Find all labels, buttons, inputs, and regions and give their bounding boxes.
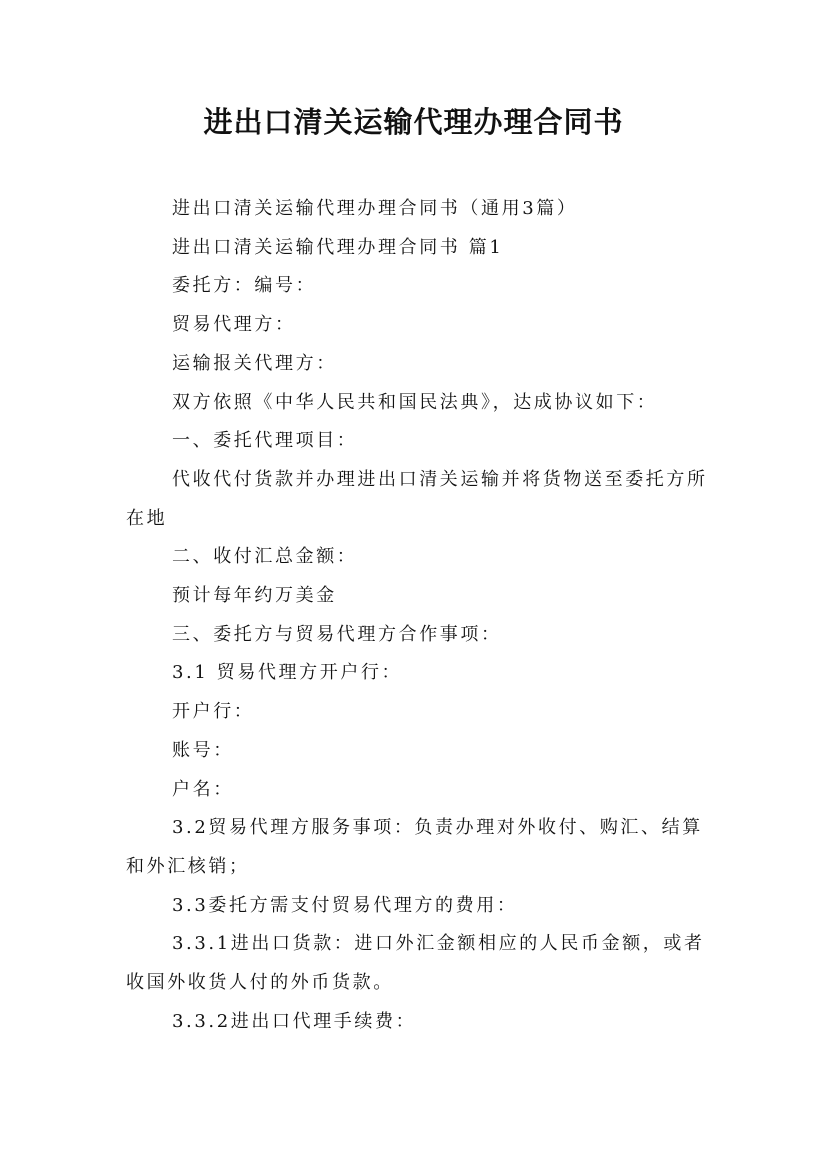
paragraph-item-1-heading: 一、委托代理项目： <box>172 430 358 452</box>
paragraph-item-2-heading: 二、收付汇总金额： <box>172 546 358 568</box>
paragraph-section-heading: 进出口清关运输代理办理合同书 篇1 <box>172 236 504 258</box>
paragraph-trade-agent: 贸易代理方： <box>172 314 296 336</box>
paragraph-subtitle: 进出口清关运输代理办理合同书（通用3篇） <box>172 198 578 219</box>
paragraph-3-3: 3.3委托方需支付贸易代理方的费用： <box>172 894 518 916</box>
paragraph-item-2-content: 预计每年约万美金 <box>172 585 337 607</box>
paragraph-account: 账号： <box>172 739 234 761</box>
paragraph-client: 委托方：编号： <box>172 275 317 297</box>
paragraph-account-name: 户名： <box>172 778 234 800</box>
paragraph-3-1: 3.1 贸易代理方开户行： <box>172 662 403 684</box>
paragraph-agreement-basis: 双方依照《中华人民共和国民法典》，达成协议如下： <box>172 391 658 413</box>
paragraph-item-1-content: 代收代付货款并办理进出口清关运输并将货物送至委托方所在地 <box>126 468 708 529</box>
paragraph-3-2: 3.2贸易代理方服务事项：负责办理对外收付、购汇、结算和外汇核销； <box>126 817 703 877</box>
paragraph-bank: 开户行： <box>172 701 255 723</box>
document-title: 进出口清关运输代理办理合同书 <box>203 105 624 139</box>
paragraph-transport-agent: 运输报关代理方： <box>172 352 337 374</box>
document-body <box>126 190 711 1041</box>
paragraph-3-3-1: 3.3.1进出口货款：进口外汇金额相应的人民币金额，或者收国外收货人付的外币货款。 <box>126 933 705 994</box>
paragraph-item-3-heading: 三、委托方与贸易代理方合作事项： <box>172 623 502 645</box>
paragraph-3-3-2: 3.3.2进出口代理手续费： <box>172 1010 417 1032</box>
